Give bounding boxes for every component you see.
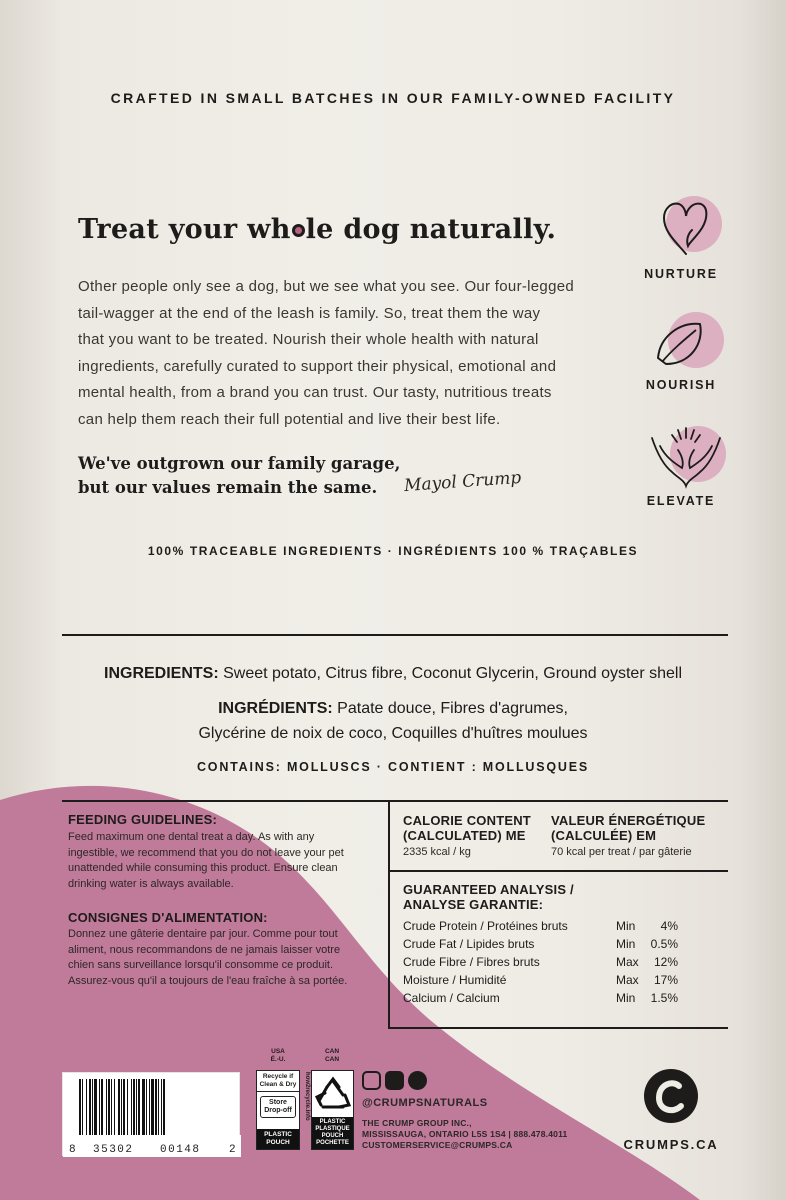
traceable-banner: 100% TRACEABLE INGREDIENTS · INGRÉDIENTS 100 % TRAÇABLES xyxy=(147,544,639,558)
barcode-bar xyxy=(101,1079,103,1135)
facebook-icon[interactable] xyxy=(385,1071,404,1090)
social-handle[interactable]: @CRUMPSNATURALS xyxy=(362,1097,488,1109)
analysis-row: Moisture / Humidité Max 17% xyxy=(403,973,678,987)
how2recycle-icon: Recycle if Clean & Dry Store Drop-off PLASTIC POUCH xyxy=(256,1070,300,1150)
barcode-bar xyxy=(131,1079,132,1135)
barcode-bar xyxy=(94,1079,97,1135)
ingredients-fr: INGRÉDIENTS: Patate douce, Fibres d'agrumes, xyxy=(218,700,568,717)
barcode-bar xyxy=(108,1079,110,1135)
barcode-bar xyxy=(118,1079,120,1135)
hands-icon xyxy=(646,420,726,500)
signature: Mayol Crump xyxy=(403,467,522,497)
barcode-digit-1: 8 xyxy=(69,1144,76,1156)
barcode-bar xyxy=(158,1079,159,1135)
ingredients-en: INGREDIENTS: Sweet potato, Citrus fibre, Coconut Glycerin, Ground oyster shell xyxy=(104,665,682,682)
brand-story: Other people only see a dog, but we see what you see. Our four-legged tail-wagger at the end of the leash is family. So, treat them the way that you want to be treated. Nourish their whole health with natural ingredients, carefully curated to support their physical, emotional and mental health, from a brand you can trust. Our tasty, nutritious treats can help them reach their full potential and live their best life. xyxy=(78,278,574,428)
allergen-statement: CONTAINS: MOLLUSCS · CONTIENT : MOLLUSQUES xyxy=(196,760,590,774)
recycle-icon: PLASTIC PLASTIQUE POUCH POCHETTE xyxy=(311,1070,354,1150)
barcode-bar xyxy=(155,1079,157,1135)
table-bottom-rule xyxy=(388,1027,728,1029)
outgrown-statement: We've outgrown our family garage, but our values remain the same. xyxy=(78,454,401,497)
barcode-digits-2: 35302 xyxy=(93,1144,134,1156)
barcode-bar xyxy=(146,1079,147,1135)
analysis-title: GUARANTEED ANALYSIS / ANALYSE GARANTIE: xyxy=(403,882,574,912)
barcode-digit-4: 2 xyxy=(229,1144,236,1156)
can-label: CAN CAN xyxy=(324,1048,340,1063)
analysis-row: Crude Fibre / Fibres bruts Max 12% xyxy=(403,955,678,969)
barcode-bar xyxy=(136,1079,137,1135)
table-mid-rule xyxy=(388,870,728,872)
feeding-text-fr: Donnez une gâterie dentaire par jour. Comme pour tout aliment, nous recommandons de ne jamais laisser votre chien sans surveillance lorsqu'il consomme ce produit. Assurez-vous qu'il a toujours de l'eau fraîche à sa portée. xyxy=(68,928,348,987)
analysis-row: Calcium / Calcium Min 1.5% xyxy=(403,991,678,1005)
divider-rule xyxy=(62,634,728,636)
barcode-bar xyxy=(121,1079,122,1135)
calorie-value-en: 2335 kcal / kg xyxy=(403,846,471,858)
feeding-title-fr: CONSIGNES D'ALIMENTATION: xyxy=(68,910,268,925)
table-top-rule xyxy=(62,800,728,802)
barcode-bar xyxy=(163,1079,165,1135)
crumps-logo-icon xyxy=(643,1068,699,1124)
usa-label: USA É.-U. xyxy=(270,1048,286,1063)
how2recycle-url: how2recycle.info xyxy=(304,1072,310,1121)
feeding-text-en: Feed maximum one dental treat a day. As with any ingestible, we recommend that you do not leave your pet unattended while consuming this product. Ensure clean drinking water is always available. xyxy=(68,831,344,890)
barcode-bar xyxy=(92,1079,93,1135)
barcode-bar xyxy=(79,1079,81,1135)
ingredients-fr-continued: Glycérine de noix de coco, Coquilles d'huîtres moulues xyxy=(198,725,588,742)
barcode-bar xyxy=(123,1079,125,1135)
barcode-bar xyxy=(106,1079,107,1135)
barcode-bar xyxy=(114,1079,115,1135)
barcode-bar xyxy=(138,1079,140,1135)
leaf-icon xyxy=(646,306,726,386)
calorie-value-fr: 70 kcal per treat / par gâterie xyxy=(551,846,692,858)
tiktok-icon[interactable] xyxy=(408,1071,427,1090)
table-vertical-rule xyxy=(388,800,390,1028)
barcode-bar xyxy=(149,1079,150,1135)
headline-o-dot xyxy=(292,224,305,237)
calorie-title-en: CALORIE CONTENT (CALCULATED) ME xyxy=(403,813,531,843)
analysis-row: Crude Protein / Protéines bruts Min 4% xyxy=(403,919,678,933)
social-icons xyxy=(362,1071,431,1090)
barcode-bar xyxy=(89,1079,91,1135)
barcode-bar xyxy=(151,1079,154,1135)
barcode-digits-3: 00148 xyxy=(160,1144,201,1156)
headline: Treat your wh le dog naturally. xyxy=(78,214,557,245)
analysis-row: Crude Fat / Lipides bruts Min 0.5% xyxy=(403,937,678,951)
company-address: THE CRUMP GROUP INC., MISSISSAUGA, ONTARIO L5S 1S4 | 888.478.4011 CUSTOMERSERVICE@CRUMPS.CA xyxy=(362,1118,568,1150)
pillar-label-nurture: NURTURE xyxy=(644,267,718,281)
barcode-bar xyxy=(99,1079,100,1135)
website[interactable]: CRUMPS.CA xyxy=(623,1137,719,1152)
instagram-icon[interactable] xyxy=(362,1071,381,1090)
feeding-title-en: FEEDING GUIDELINES: xyxy=(68,812,217,827)
pillar-label-elevate: ELEVATE xyxy=(646,494,716,508)
barcode-bar xyxy=(111,1079,112,1135)
barcode-bar xyxy=(127,1079,128,1135)
heart-icon xyxy=(646,190,726,270)
barcode-bar xyxy=(142,1079,145,1135)
pillar-label-nourish: NOURISH xyxy=(645,378,717,392)
barcode-bar xyxy=(133,1079,135,1135)
barcode xyxy=(62,1072,240,1156)
barcode-bar xyxy=(161,1079,162,1135)
barcode-bar xyxy=(86,1079,87,1135)
calorie-title-fr: VALEUR ÉNERGÉTIQUE (CALCULÉE) EM xyxy=(551,813,706,843)
crafted-banner: CRAFTED IN SMALL BATCHES IN OUR FAMILY-OWNED FACILITY xyxy=(110,90,676,106)
barcode-bar xyxy=(82,1079,83,1135)
